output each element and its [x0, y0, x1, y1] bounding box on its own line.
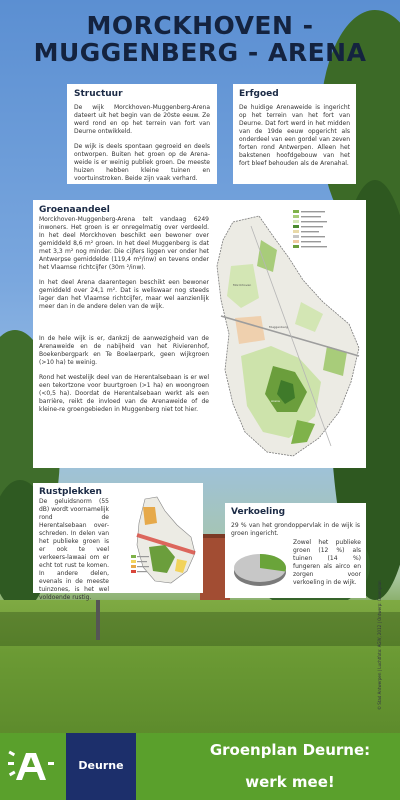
- district-block: [66, 733, 136, 800]
- slogan-line-1: Groenplan Deurne:: [209, 741, 371, 759]
- groenaandeel-text-3: In de hele wijk is er, dankzij de aanwezigheid van de Arenaweide en de nabijheid van het Rivierenhof, Boekenbergpark en Te Boelaerpark, geen wijkgroen (>10 ha) te weinig.: [39, 335, 209, 366]
- main-title: [0, 12, 400, 66]
- main-title-line2: MUGGENBERG - ARENA: [33, 38, 367, 67]
- svg-text:Arena: Arena: [271, 399, 280, 403]
- groenaandeel-text-block: [39, 216, 209, 421]
- photo-credit-text: © Stad Antwerpen | Luchtfoto: AGIV, 2012 | Ontwerp: Groenplan: [377, 580, 382, 710]
- green-map-image: [211, 206, 361, 462]
- green-share-pie: [231, 549, 289, 589]
- groenaandeel-text-4: Rond het westelijk deel van de Herentalsebaan is er wel een tekortzone voor buurtgroen (>1 ha) en woongroen (<0,5 ha). Doordat de Herentalsebaan werkt als een barrière, reikt de invloed van de Arenaweide of de kleine-re groengebieden in Muggenberg niet tot hier.: [39, 374, 209, 413]
- svg-text:Muggenberg: Muggenberg: [269, 325, 288, 329]
- antwerpen-a-icon: [0, 733, 66, 800]
- structuur-panel: [67, 84, 217, 184]
- rustplekken-text-column: [39, 498, 109, 609]
- structuur-heading: Structuur: [74, 89, 123, 99]
- rustplekken-text: De geluidsnorm (55 dB) wordt voornamelijk rond de Herentalsebaan over-schreden. In delen van het publieke groen is er ook te veel verkeers-lawaai om er echt tot rust te komen. In andere delen, evenals in de meeste tuinzones, is het wel voldoende rustig.: [39, 498, 109, 601]
- district-label: Deurne: [78, 759, 124, 772]
- slogan-line-2: werk mee!: [245, 773, 335, 791]
- structuur-text-1: De wijk Morckhoven-Muggenberg-Arena dateert uit het begin van de 20ste eeuw. Ze werd rond en op het terrein van fort van Deurne ontwikkeld.: [74, 104, 210, 135]
- noise-map: [129, 493, 199, 589]
- groenaandeel-text-1: Morckhoven-Muggenberg-Arena telt vandaag 6249 inwoners. Het groen is er onregelmatig over verdeeld. In het deel Morckhoven beschikt een bewoner over gemiddeld 8,6 m² groen. In het deel Muggenberg is dat met 3,3 m² nog minder. Die cijfers liggen ver onder het Antwerpse gemiddelde (119,4 m²/inw) en tevens onder het Vlaamse richtcijfer (30m ²/inw).: [39, 216, 209, 271]
- green-map: [211, 206, 361, 462]
- photo-credit: [377, 580, 385, 710]
- verkoeling-text-1: 29 % van het grondoppervlak in de wijk is groen ingericht.: [231, 522, 360, 537]
- groenaandeel-text-2: In het deel Arena daarentegen beschikt een bewoner gemiddeld over 24,1 m². Dat is weliswaar nog steeds lager dan het Vlaamse richtcijfer, maar wel aanzienlijk meer dan in de andere delen van de wijk.: [39, 279, 209, 310]
- verkoeling-heading: Verkoeling: [231, 507, 286, 517]
- erfgoed-heading: Erfgoed: [239, 89, 279, 99]
- verkoeling-text-2: Zowel het publieke groen (12 %) als tuinen (14 %) fungeren als airco en zorgen voor verkoeling in de wijk.: [293, 539, 361, 586]
- svg-text:Morckhoven: Morckhoven: [233, 283, 252, 287]
- groenaandeel-panel: [33, 200, 366, 468]
- main-title-line1: MORCKHOVEN -: [86, 11, 314, 40]
- rustplekken-panel: [33, 483, 203, 601]
- erfgoed-text: De huidige Arenaweide is ingericht op het terrein van het fort van Deurne. Dat fort werd in het midden van de 19de eeuw opgericht als onderdeel van een gordel van zeven forten rond Antwerpen. Alleen het bakstenen hoofdgebouw van het fort bleef behouden als de Arenahal.: [239, 104, 350, 167]
- erfgoed-panel: [233, 84, 356, 184]
- antwerpen-logo: [0, 733, 66, 800]
- groenaandeel-heading: Groenaandeel: [39, 205, 110, 215]
- lawn-shadow: [0, 612, 400, 646]
- structuur-text-2: De wijk is deels spontaan gegroeid en deels ontworpen. Buiten het groen op de Arena-weide is er weinig publiek groen. De meeste huizen hebben kleine tuinen en voortuinstroken. Beide zijn vaak verhard.: [74, 143, 210, 182]
- footer-banner: [0, 733, 400, 800]
- verkoeling-panel: [225, 503, 366, 598]
- rustplekken-heading: Rustplekken: [39, 487, 102, 497]
